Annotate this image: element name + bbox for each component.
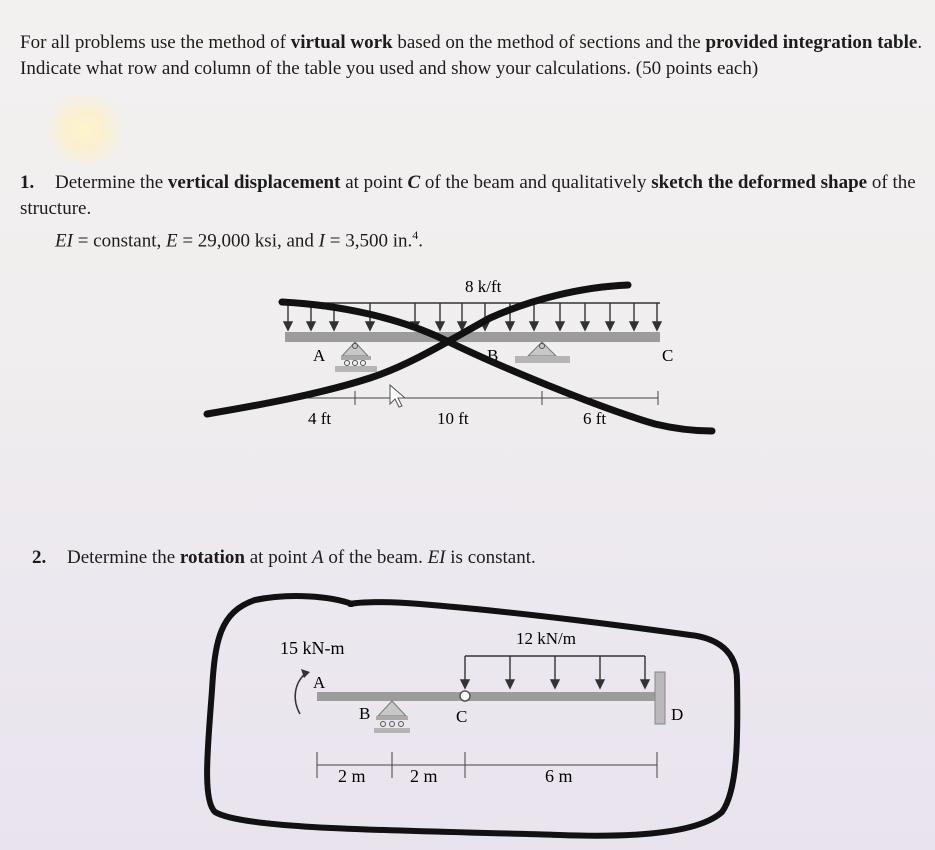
problem-1-bold: vertical displacement <box>167 172 341 193</box>
label-a: A <box>313 346 326 365</box>
beam-1 <box>285 332 660 342</box>
problem-1-bold: sketch the deformed shape <box>651 172 868 193</box>
dim-6ft: 6 ft <box>583 409 607 428</box>
load-label-12knm: 12 kN/m <box>516 629 576 648</box>
hinge-c <box>460 691 470 701</box>
problem-2-figure <box>207 596 737 836</box>
problem-1-text: Determine the <box>55 172 168 193</box>
dim-2m-b: 2 m <box>410 766 438 786</box>
beam-2 <box>317 692 655 701</box>
problem-1-text: at point <box>340 172 408 193</box>
support-a-roller <box>335 342 377 372</box>
problem-1-text: of the beam and qualitatively <box>420 172 652 193</box>
mouse-cursor-icon <box>390 385 405 407</box>
support-b-pin <box>515 342 570 363</box>
problem-1-text: = constant, <box>72 230 166 252</box>
problem-2-point: A <box>312 547 324 568</box>
label-a-2: A <box>313 673 326 692</box>
problem-1-point: C <box>407 172 421 193</box>
label-b: B <box>487 346 499 365</box>
dimension-line-1 <box>300 391 658 405</box>
problem-1-text: = 29,000 ksi, and <box>177 230 319 252</box>
dim-2m-a: 2 m <box>338 766 366 786</box>
instructions-text: based on the method of sections and the <box>392 32 706 53</box>
moment-arc-icon <box>295 673 306 714</box>
problem-2-text: is constant. <box>445 547 536 568</box>
dimension-line-2 <box>317 752 657 778</box>
problem-2-text: Determine the <box>67 547 180 568</box>
load-label-8kft: 8 k/ft <box>465 277 502 296</box>
dim-10ft: 10 ft <box>437 409 469 428</box>
problem-1-e: E <box>165 230 178 252</box>
instructions-bold-virtual-work: virtual work <box>290 32 393 53</box>
problem-2-number: 2. <box>32 547 47 568</box>
support-b-roller <box>374 701 410 733</box>
problem-2-bold: rotation <box>179 547 245 568</box>
problem-1-text: . <box>418 230 423 252</box>
problem-1-ei: EI <box>55 230 73 252</box>
label-c-2: C <box>456 707 468 726</box>
problem-1-figure <box>207 277 712 431</box>
moment-label-15knm: 15 kN-m <box>280 638 345 658</box>
instructions-bold-table: provided integration table <box>705 32 918 53</box>
problem-1-text: = 3,500 in. <box>325 230 413 252</box>
label-b-2: B <box>359 704 371 723</box>
instructions-text: . Indicate what row and column of the table you used and show your calculations. (50 points each) <box>20 32 923 79</box>
problem-1-sup: 4 <box>412 228 419 242</box>
problem-2-ei: EI <box>427 547 446 568</box>
problem-1-i: I <box>318 230 325 252</box>
load-arrows-2 <box>461 656 649 688</box>
problem-1-text: of the structure. <box>20 172 916 219</box>
problem-2-text: at point <box>245 547 313 568</box>
dim-4ft: 4 ft <box>308 409 332 428</box>
fixed-support-d <box>655 672 665 724</box>
label-c: C <box>662 346 674 365</box>
problem-1-number: 1. <box>20 172 35 193</box>
dim-6m: 6 m <box>545 766 573 786</box>
instructions-text: For all problems use the method of <box>20 32 291 53</box>
label-d-2: D <box>671 705 684 724</box>
problem-2-text: of the beam. <box>323 547 428 568</box>
